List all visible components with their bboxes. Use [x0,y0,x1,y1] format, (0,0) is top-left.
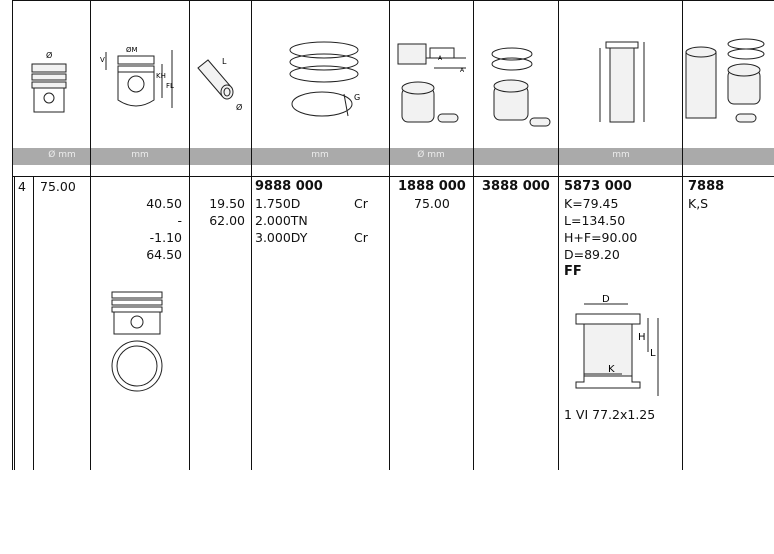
piston-top-icon [22,40,82,120]
ring-size-1: 1.750D [255,196,301,211]
ring-size-3: 3.000DY [255,230,308,245]
pin-dim-1: 19.50 [209,196,245,211]
piston-rings-icon [272,38,382,128]
piston-dim-2: - [177,213,182,228]
svg-text:V: V [100,56,105,64]
piston-sketch-icon [106,288,170,398]
svg-text:A: A [438,55,443,62]
cylinder-liner-icon [594,34,654,134]
unit-piston-set: Ø mm [417,150,445,160]
kit-code: K,S [688,196,709,211]
ring-material-1: Cr [354,196,368,211]
piston-pin-icon [192,50,248,120]
liner-dimension-diagram [570,292,666,400]
svg-text:L: L [650,348,656,359]
piston-dim-4: 64.50 [146,247,182,262]
piston-diameter: 75.00 [40,179,76,194]
unit-rings: mm [311,150,329,160]
piston-dimension-drawing-icon [96,38,186,122]
svg-text:KH: KH [156,72,166,80]
liner-note: 1 VI 77.2x1.25 [564,407,656,422]
kit-part-number: 7888 [688,179,725,194]
unit-piston: mm [131,150,149,160]
liner-hf: H+F=90.00 [564,230,638,245]
piston-set-part-number: 1888 000 [398,179,466,194]
svg-text:K: K [608,364,615,375]
svg-text:Ø: Ø [46,51,53,60]
svg-text:Ø: Ø [236,103,243,112]
svg-text:H: H [638,332,646,343]
liner-part-number: 5873 000 [564,179,632,194]
complete-kit-icon [682,36,774,136]
piston-dim-3: -1.10 [149,230,182,245]
liner-code: FF [564,264,582,279]
svg-text:D: D [602,294,610,305]
ring-and-piston-icon [480,46,556,134]
svg-text:ØM: ØM [126,46,138,54]
svg-text:A: A [460,67,465,74]
unit-diameter: Ø mm [48,150,76,160]
ring-set-part-number: 3888 000 [482,179,550,194]
liner-d: D=89.20 [564,247,620,262]
row-index: 4 [18,179,26,194]
svg-text:G: G [354,93,361,102]
unit-liner: mm [612,150,630,160]
liner-l: L=134.50 [564,213,626,228]
piston-dim-1: 40.50 [146,196,182,211]
svg-text:FL: FL [166,82,174,90]
liner-k: K=79.45 [564,196,619,211]
ring-part-number: 9888 000 [255,179,323,194]
svg-text:L: L [222,57,227,66]
ring-material-3: Cr [354,230,368,245]
piston-assembly-icon [394,38,474,133]
pin-dim-2: 62.00 [209,213,245,228]
piston-set-diameter: 75.00 [414,196,450,211]
ring-size-2: 2.000TN [255,213,308,228]
